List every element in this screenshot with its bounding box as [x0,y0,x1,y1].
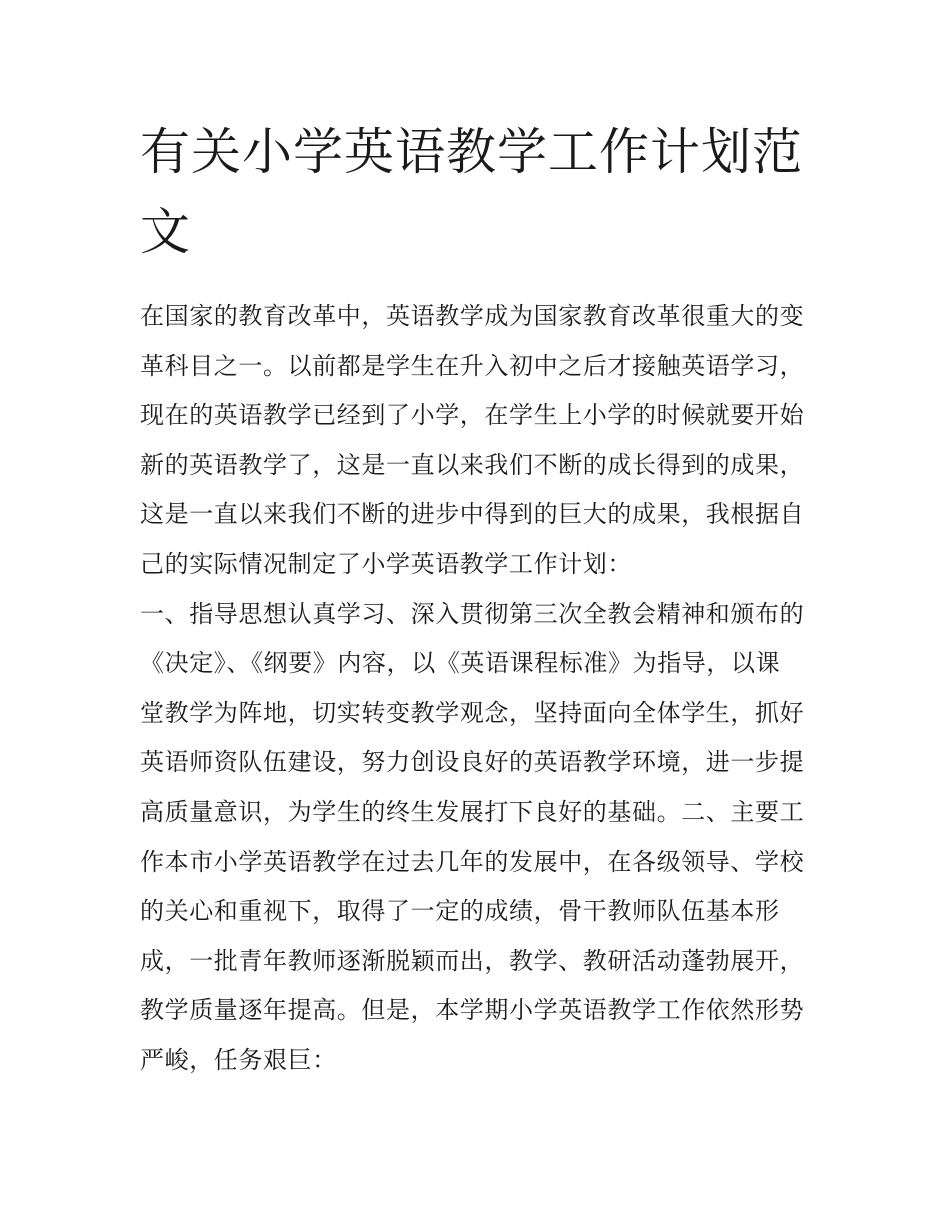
body-line: 革科目之一。以前都是学生在升入初中之后才接触英语学习， [140,351,805,380]
body-line: 这是一直以来我们不断的进步中得到的巨大的成果，我根据自 [140,500,805,529]
title-line-1: 有关小学英语教学工作计划范 [140,123,803,181]
body-line: 一、指导思想认真学习、深入贯彻第三次全教会精神和颁布的 [140,599,805,628]
body-line: 堂教学为阵地，切实转变教学观念，坚持面向全体学生，抓好 [140,698,805,727]
body-line: 成，一批青年教师逐渐脱颖而出，教学、教研活动蓬勃展开， [140,946,805,975]
body-line: 新的英语教学了，这是一直以来我们不断的成长得到的成果， [140,450,805,479]
body-line: 严峻，任务艰巨： [140,1045,337,1074]
body-line: 己的实际情况制定了小学英语教学工作计划： [140,549,632,578]
body-line: 在国家的教育改革中，英语教学成为国家教育改革很重大的变 [140,302,805,330]
body-line: 英语师资队伍建设，努力创设良好的英语教学环境，进一步提 [140,748,805,777]
body-line: 现在的英语教学已经到了小学，在学生上小学的时候就要开始 [140,401,805,430]
body-line: 的关心和重视下，取得了一定的成绩，骨干教师队伍基本形 [140,897,780,926]
document-page [140,112,820,1086]
document-title [140,112,820,272]
body-line: 《决定》、《纲要》内容，以《英语课程标准》为指导，以课 [140,649,781,678]
title-line-2: 文 [140,203,191,261]
document-body [140,292,820,1086]
body-line: 作本市小学英语教学在过去几年的发展中，在各级领导、学校 [140,847,805,876]
body-line: 高质量意识，为学生的终生发展打下良好的基础。二、主要工 [140,797,805,826]
body-line: 教学质量逐年提高。但是，本学期小学英语教学工作依然形势 [140,996,805,1025]
